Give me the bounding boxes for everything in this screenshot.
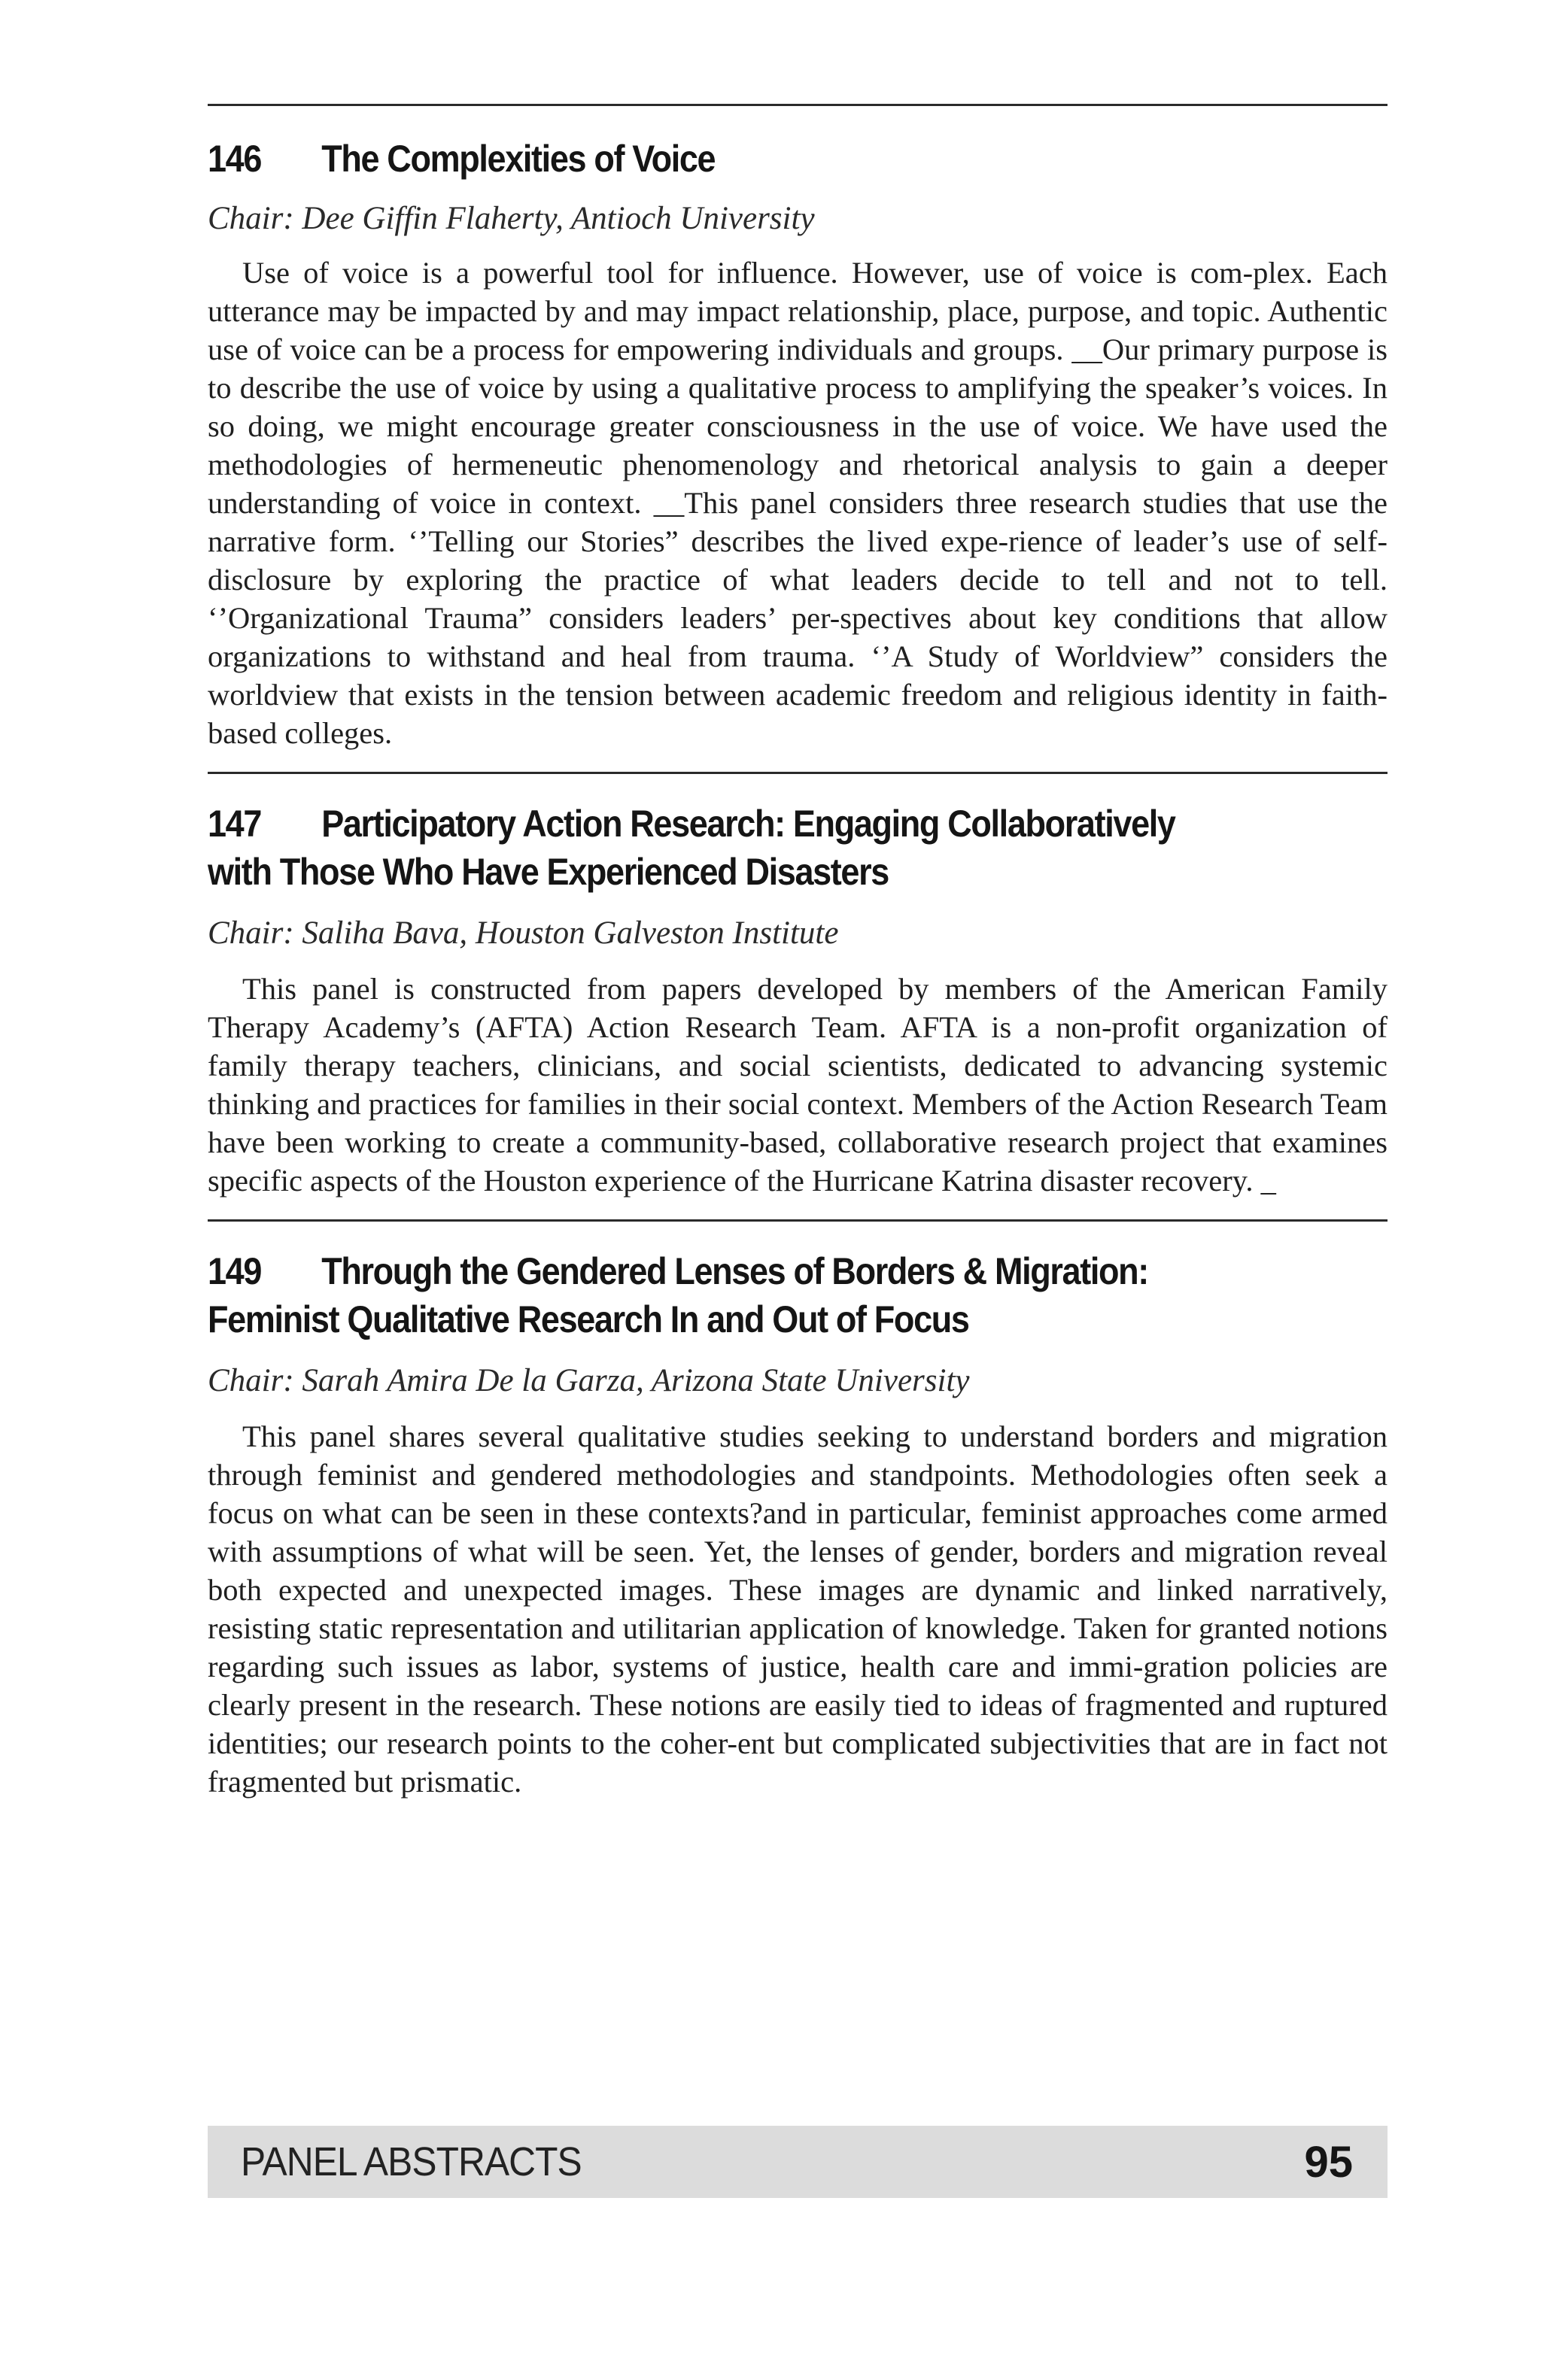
panel-heading (208, 1247, 1386, 1343)
panel-title: The Complexities of Voice (321, 138, 716, 180)
panel-abstract: This panel shares several qualitative studies seeking to understand borders and migration through feminist and gendered methodologies and standpoints. Methodologies often seek a focus on what can be seen in these contexts?and in particular, feminist approaches come armed with assumptions of what will be seen. Yet, the lenses of gender, borders and migration reveal both expected and unexpected images. These images are dynamic and linked narratively, resisting static representation and utilitarian application of knowledge. Taken for granted notions regarding such issues as labor, systems of justice, health care and immi-gration policies are clearly present in the research. These notions are easily tied to ideas of fragmented and ruptured identities; our research points to the coher-ent but complicated subjectivities that are in fact not fragmented but prismatic. (208, 1419, 1388, 1799)
page-content (208, 104, 1388, 1801)
panel-title-line2: Feminist Qualitative Research In and Out of Focus (208, 1298, 969, 1340)
panel-title-line2: with Those Who Have Experienced Disasters (208, 851, 889, 893)
panel-number: 146 (208, 138, 262, 180)
panel-chair: Chair: Saliha Bava, Houston Galveston Institute (208, 915, 839, 951)
panel-abstract: Use of voice is a powerful tool for influence. However, use of voice is com-plex. Each utterance may be impacted by and may impact relationship, place, purpose, and topic. Authentic use of voice can be a process for empowering individuals and groups. __Our primary purpose is to describe the use of voice by using a qualitative process to amplifying the speaker’s voices. In so doing, we might encourage greater consciousness in the use of voice. We have used the methodologies of hermeneutic phenomenology and rhetorical analysis to gain a deeper understanding of voice in context. __This panel considers three research studies that use the narrative form. ‘’Telling our Stories” describes the lived expe-rience of leader’s use of self-disclosure by exploring the practice of what leaders decide to tell and not to tell. ‘’Organizational Trauma” considers leaders’ per-spectives about key conditions that allow organizations to withstand and heal from trauma. ‘’A Study of Worldview” considers the worldview that exists in the tension between academic freedom and religious identity in faith-based colleges. (208, 256, 1388, 750)
section-divider (208, 1219, 1388, 1222)
panel-number: 149 (208, 1250, 262, 1292)
panel-146 (208, 135, 1388, 752)
section-divider (208, 772, 1388, 774)
panel-147 (208, 800, 1388, 1200)
page-footer (208, 2126, 1388, 2198)
footer-label: PANEL ABSTRACTS (241, 2139, 582, 2184)
panel-title-line1: Participatory Action Research: Engaging Collaboratively (321, 803, 1175, 845)
page-number: 95 (1304, 2137, 1353, 2187)
panel-abstract: This panel is constructed from papers developed by members of the American Family Therapy Academy’s (AFTA) Action Research Team. AFTA is a non-profit organization of family therapy teachers, clinicians, and social scientists, dedicated to advancing systemic thinking and practices for families in their social context. Members of the Action Research Team have been working to create a community-based, collaborative research project that examines specific aspects of the Houston experience of the Hurricane Katrina disaster recovery. _ (208, 972, 1388, 1198)
panel-heading (208, 135, 1386, 183)
section-divider (208, 104, 1388, 106)
panel-title-line1: Through the Gendered Lenses of Borders & Migration: (321, 1250, 1148, 1292)
panel-149 (208, 1247, 1388, 1801)
panel-number: 147 (208, 803, 262, 845)
panel-chair: Chair: Dee Giffin Flaherty, Antioch University (208, 201, 815, 236)
panel-heading (208, 800, 1386, 896)
panel-chair: Chair: Sarah Amira De la Garza, Arizona State University (208, 1363, 970, 1398)
